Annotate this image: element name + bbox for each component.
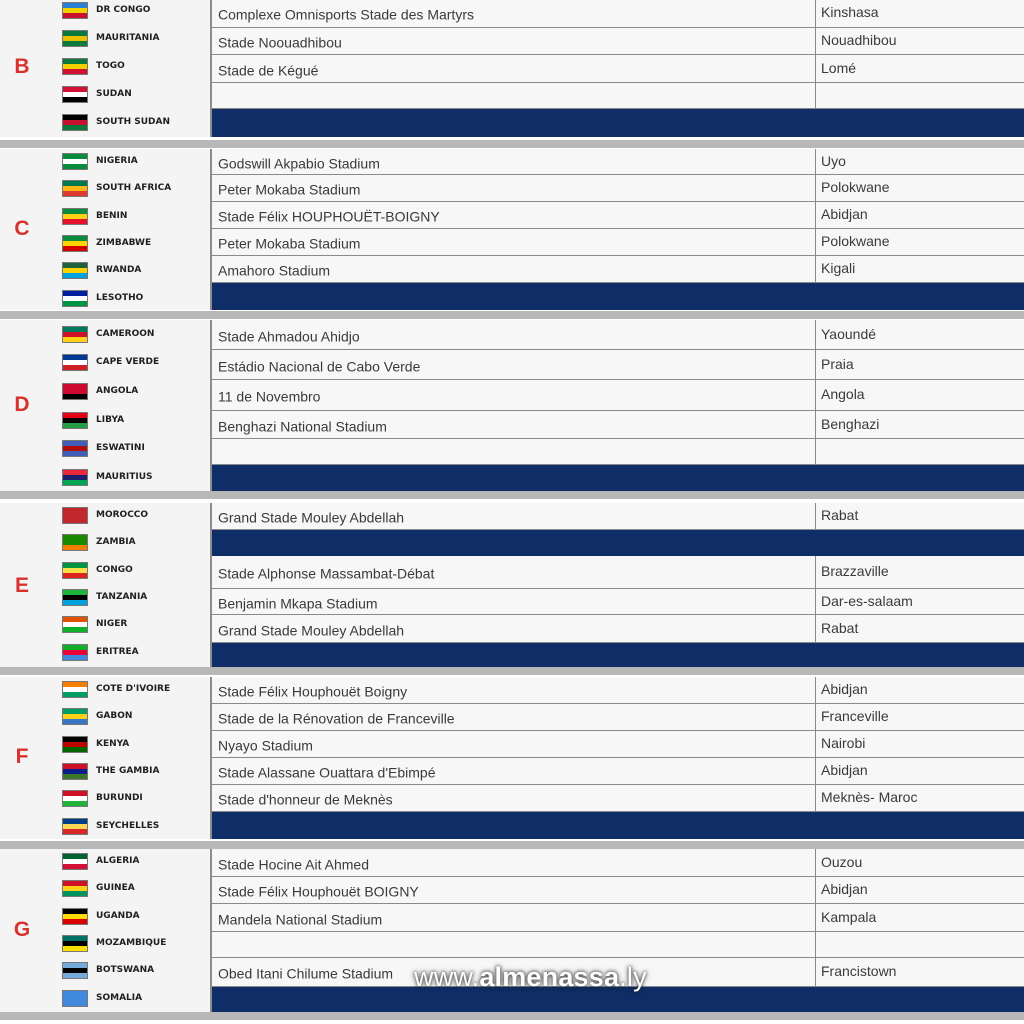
- column-divider: [815, 83, 816, 108]
- group-letter: D: [14, 392, 30, 416]
- column-divider: [815, 439, 816, 464]
- team-name: BURUNDI: [96, 793, 143, 803]
- stadium-cell: Amahoro Stadium: [218, 262, 331, 279]
- table-row: [212, 350, 1024, 380]
- team-name: GABON: [96, 711, 133, 721]
- flag-icon: [62, 853, 88, 870]
- flag-icon: [62, 589, 88, 606]
- flag-icon: [62, 507, 88, 524]
- team-entry: [62, 816, 159, 836]
- team-entry: [62, 679, 170, 699]
- team-name: ERITREA: [96, 647, 139, 657]
- group-letter: E: [14, 573, 29, 597]
- table-row: [212, 877, 1024, 904]
- team-entry: [62, 532, 136, 552]
- flag-icon: [62, 763, 88, 780]
- flag-icon: [62, 990, 88, 1007]
- stadium-cell: Stade Félix Houphouët Boigny: [218, 683, 408, 700]
- flag-icon: [62, 58, 88, 75]
- team-name: MAURITIUS: [96, 472, 153, 482]
- table-row: [212, 380, 1024, 411]
- team-name: ANGOLA: [96, 386, 139, 396]
- team-entry: [62, 84, 132, 104]
- flag-icon: [62, 2, 88, 19]
- group-separator: [0, 841, 1024, 849]
- table-row: [212, 83, 1024, 109]
- table-row: [212, 439, 1024, 465]
- table-row: [212, 615, 1024, 643]
- flag-icon: [62, 262, 88, 279]
- stadium-cell: Stade de Kégué: [218, 62, 319, 79]
- team-entry: [62, 324, 154, 344]
- team-entry: [62, 614, 127, 634]
- team-name: ZIMBABWE: [96, 238, 152, 248]
- team-entry: [62, 788, 143, 808]
- team-entry: [62, 56, 125, 76]
- flag-icon: [62, 908, 88, 925]
- group-letter: G: [13, 918, 31, 941]
- table-row: [212, 704, 1024, 731]
- city-cell: Polokwane: [821, 179, 890, 196]
- flag-icon: [62, 412, 88, 429]
- group-separator: [0, 667, 1024, 675]
- flag-icon: [62, 962, 88, 979]
- watermark: www.almenassa.ly: [414, 962, 647, 992]
- group-separator: [0, 311, 1024, 319]
- flag-icon: [62, 790, 88, 807]
- city-cell: Nairobi: [821, 735, 866, 752]
- team-name: BENIN: [96, 211, 128, 221]
- stadium-cell: Stade Ahmadou Ahidjo: [218, 328, 360, 345]
- stadium-cell: Peter Mokaba Stadium: [218, 181, 361, 198]
- group-separator: [0, 491, 1024, 499]
- group-d: [0, 320, 1024, 491]
- group-letter: F: [15, 745, 29, 768]
- team-name: MAURITANIA: [96, 33, 160, 43]
- group-divider-bar: [212, 530, 1024, 556]
- team-name: SOUTH AFRICA: [96, 183, 172, 193]
- flag-icon: [62, 616, 88, 633]
- team-entry: [62, 112, 170, 132]
- team-name: CAMEROON: [96, 329, 155, 339]
- table-row: [212, 932, 1024, 958]
- city-cell: Brazzaville: [821, 563, 889, 580]
- stadium-cell: Stade Noouadhibou: [218, 34, 342, 51]
- group-divider-bar: [212, 643, 1024, 670]
- team-entry: [62, 288, 143, 308]
- table-row: [212, 28, 1024, 55]
- column-divider: [815, 932, 816, 957]
- group-divider-bar: [212, 283, 1024, 310]
- stadium-cell: Benjamin Mkapa Stadium: [218, 595, 378, 612]
- team-name: ALGERIA: [96, 856, 140, 866]
- team-entry: [62, 0, 150, 20]
- team-name: THE GAMBIA: [96, 766, 160, 776]
- city-cell: Francistown: [821, 963, 897, 980]
- city-cell: Rabat: [821, 619, 859, 636]
- team-entry: [62, 642, 139, 662]
- team-name: TANZANIA: [96, 592, 148, 602]
- table-row: [212, 55, 1024, 83]
- city-cell: Yaoundé: [821, 325, 877, 342]
- group-divider-bar: [212, 109, 1024, 137]
- table-row: [212, 556, 1024, 589]
- flag-icon: [62, 30, 88, 47]
- city-cell: Polokwane: [821, 233, 890, 250]
- team-name: MOROCCO: [96, 510, 149, 520]
- team-entry: [62, 206, 127, 226]
- group-f: [0, 677, 1024, 839]
- group-teams-panel: [0, 320, 212, 491]
- table-row: [212, 320, 1024, 350]
- city-cell: Nouadhibou: [821, 32, 897, 49]
- flag-icon: [62, 708, 88, 725]
- team-name: NIGERIA: [96, 156, 138, 166]
- stadium-cell: Benghazi National Stadium: [218, 418, 387, 435]
- city-cell: Ouzou: [821, 853, 863, 870]
- team-entry: [62, 734, 129, 754]
- team-entry: [62, 28, 159, 48]
- flag-icon: [62, 180, 88, 197]
- team-name: LIBYA: [96, 415, 125, 425]
- flag-icon: [62, 86, 88, 103]
- group-teams-panel: [0, 149, 212, 310]
- city-cell: Kigali: [821, 260, 856, 277]
- table-row: [212, 503, 1024, 530]
- flag-icon: [62, 469, 88, 486]
- group-teams-panel: [0, 503, 212, 670]
- city-cell: Abidjan: [821, 881, 868, 898]
- team-name: TOGO: [96, 61, 125, 71]
- city-cell: Abidjan: [821, 681, 868, 698]
- team-name: SEYCHELLES: [96, 821, 160, 831]
- team-entry: [62, 906, 140, 926]
- team-name: UGANDA: [96, 911, 140, 921]
- team-name: ESWATINI: [96, 443, 145, 453]
- team-entry: [62, 352, 159, 372]
- flag-icon: [62, 681, 88, 698]
- table-row: [212, 904, 1024, 932]
- flag-icon: [62, 290, 88, 307]
- team-name: SUDAN: [96, 89, 132, 99]
- team-entry: [62, 151, 138, 171]
- table-row: [212, 589, 1024, 615]
- team-entry: [62, 878, 135, 898]
- team-name: ZAMBIA: [96, 537, 136, 547]
- flag-icon: [62, 114, 88, 131]
- city-cell: Lomé: [821, 59, 857, 76]
- group-teams-panel: [0, 0, 212, 137]
- group-divider-bar: [212, 465, 1024, 491]
- stadium-cell: 11 de Novembro: [218, 388, 321, 405]
- group-e: [0, 503, 1024, 670]
- stadium-cell: Grand Stade Mouley Abdellah: [218, 509, 405, 526]
- table-row: [212, 677, 1024, 704]
- table-row: [212, 0, 1024, 28]
- stadium-cell: Complexe Omnisports Stade des Martyrs: [218, 6, 474, 23]
- team-entry: [62, 467, 153, 487]
- team-entry: [62, 851, 139, 871]
- table-row: [212, 849, 1024, 877]
- stadium-cell: Mandela National Stadium: [218, 911, 383, 928]
- team-name: SOUTH SUDAN: [96, 117, 171, 127]
- flag-icon: [62, 644, 88, 661]
- stadium-cell: Peter Mokaba Stadium: [218, 235, 361, 252]
- team-name: CAPE VERDE: [96, 357, 160, 367]
- group-divider-bar: [212, 812, 1024, 839]
- group-teams-panel: [0, 677, 212, 839]
- team-name: DR CONGO: [96, 5, 151, 15]
- group-letter: B: [14, 54, 30, 78]
- team-entry: [62, 438, 145, 458]
- team-name: BOTSWANA: [96, 965, 155, 975]
- stadium-cell: Stade Alphonse Massambat-Débat: [218, 565, 435, 582]
- city-cell: Kampala: [821, 908, 877, 925]
- city-cell: Abidjan: [821, 762, 868, 779]
- flag-icon: [62, 880, 88, 897]
- city-cell: Angola: [821, 386, 865, 403]
- team-name: MOZAMBIQUE: [96, 938, 167, 948]
- city-cell: Franceville: [821, 708, 889, 725]
- stadium-cell: Stade Alassane Ouattara d'Ebimpé: [218, 764, 436, 781]
- flag-icon: [62, 818, 88, 835]
- team-entry: [62, 988, 142, 1008]
- team-entry: [62, 761, 159, 781]
- team-name: COTE D'IVOIRE: [96, 684, 171, 694]
- flag-icon: [62, 235, 88, 252]
- team-entry: [62, 233, 151, 253]
- team-name: KENYA: [96, 739, 130, 749]
- flag-icon: [62, 326, 88, 343]
- group-separator: [0, 1012, 1024, 1020]
- flag-icon: [62, 736, 88, 753]
- flag-icon: [62, 935, 88, 952]
- stadium-cell: Stade de la Rénovation de Franceville: [218, 710, 455, 727]
- team-name: SOMALIA: [96, 993, 143, 1003]
- table-row: [212, 731, 1024, 758]
- flag-icon: [62, 383, 88, 400]
- team-entry: [62, 260, 141, 280]
- city-cell: Kinshasa: [821, 3, 879, 20]
- team-name: NIGER: [96, 619, 128, 629]
- table-row: [212, 175, 1024, 202]
- table-row: [212, 758, 1024, 785]
- team-entry: [62, 178, 171, 198]
- stadium-cell: Stade Félix HOUPHOUËT-BOIGNY: [218, 208, 440, 225]
- city-cell: Benghazi: [821, 415, 880, 432]
- table-row: [212, 229, 1024, 256]
- stadium-cell: Obed Itani Chilume Stadium: [218, 965, 394, 982]
- team-entry: [62, 933, 166, 953]
- group-c: [0, 149, 1024, 310]
- group-b: [0, 0, 1024, 137]
- group-letter: C: [14, 216, 30, 240]
- flag-icon: [62, 440, 88, 457]
- team-entry: [62, 410, 124, 430]
- city-cell: Uyo: [821, 152, 846, 169]
- stadium-cell: Estádio Nacional de Cabo Verde: [218, 358, 421, 375]
- city-cell: Rabat: [821, 507, 859, 524]
- stadium-cell: Stade d'honneur de Meknès: [218, 791, 393, 808]
- team-entry: [62, 381, 138, 401]
- table-row: [212, 256, 1024, 283]
- flag-icon: [62, 153, 88, 170]
- team-name: RWANDA: [96, 265, 142, 275]
- city-cell: Praia: [821, 355, 854, 372]
- group-teams-panel: [0, 849, 212, 1013]
- table-row: [212, 785, 1024, 812]
- city-cell: Meknès- Maroc: [821, 789, 918, 806]
- team-entry: [62, 587, 147, 607]
- flag-icon: [62, 354, 88, 371]
- stadium-cell: Stade Félix Houphouët BOIGNY: [218, 883, 419, 900]
- team-name: LESOTHO: [96, 293, 144, 303]
- city-cell: Dar-es-salaam: [821, 592, 913, 609]
- table-row: [212, 411, 1024, 439]
- stadium-cell: Godswill Akpabio Stadium: [218, 155, 380, 172]
- flag-icon: [62, 534, 88, 551]
- group-separator: [0, 140, 1024, 148]
- team-entry: [62, 706, 132, 726]
- team-entry: [62, 505, 148, 525]
- flag-icon: [62, 562, 88, 579]
- table-row: [212, 202, 1024, 229]
- city-cell: Abidjan: [821, 206, 868, 223]
- team-name: CONGO: [96, 565, 133, 575]
- stadium-cell: Nyayo Stadium: [218, 737, 313, 754]
- table-row: [212, 149, 1024, 175]
- team-entry: [62, 560, 133, 580]
- team-entry: [62, 960, 154, 980]
- stadium-cell: Stade Hocine Ait Ahmed: [218, 856, 369, 873]
- team-name: GUINEA: [96, 883, 135, 893]
- stadium-cell: Grand Stade Mouley Abdellah: [218, 622, 405, 639]
- flag-icon: [62, 208, 88, 225]
